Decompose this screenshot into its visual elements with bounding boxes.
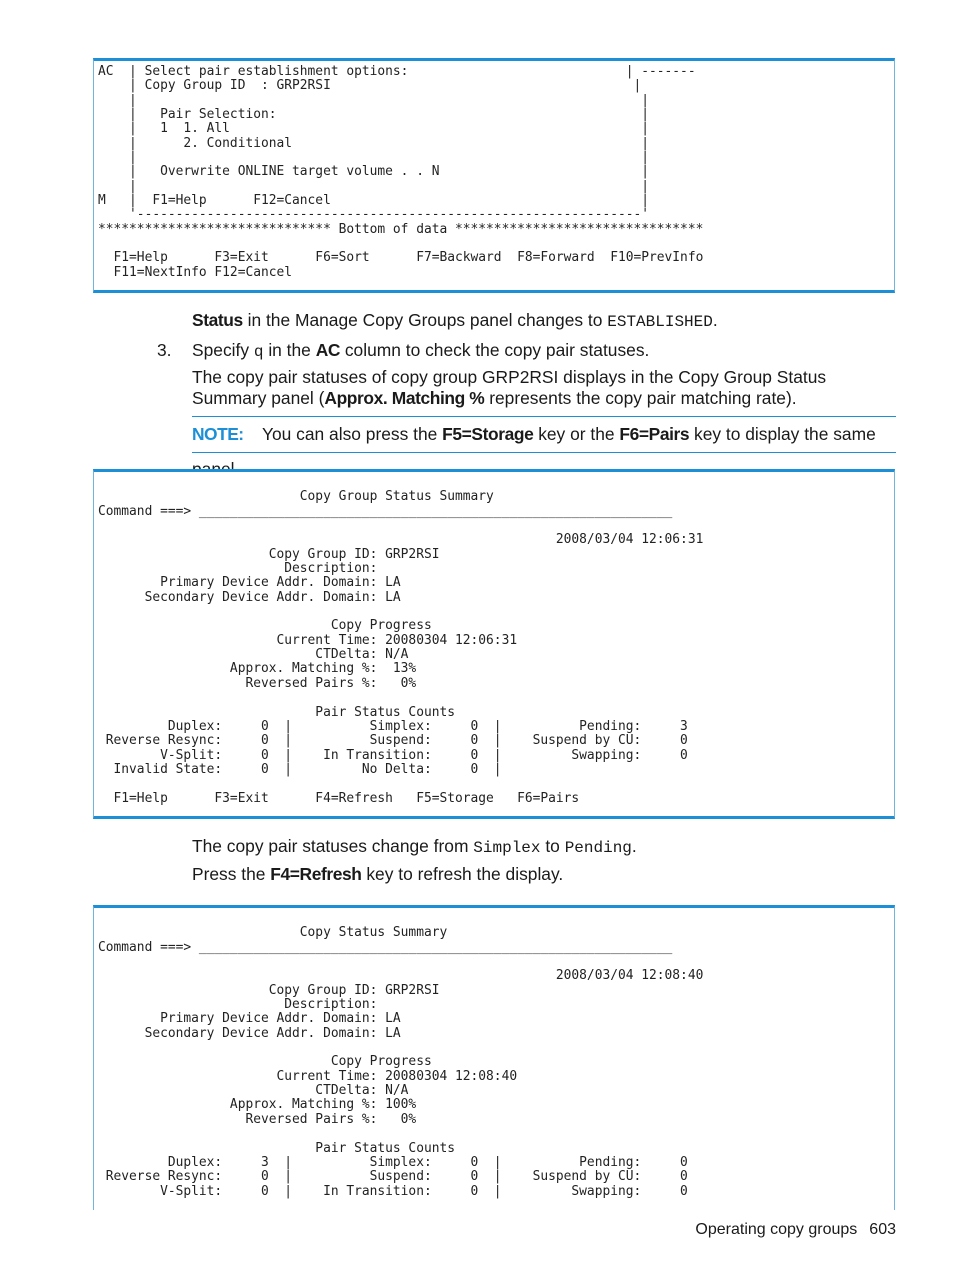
status-end: . — [712, 310, 718, 330]
status-change-paragraph — [192, 836, 902, 859]
step-number: 3. — [157, 340, 172, 360]
f5-storage-term: F5=Storage — [442, 424, 534, 444]
description-end: represents the copy pair matching rate). — [484, 388, 797, 408]
note-mid: key or the — [533, 424, 620, 444]
terminal-screen-text: Copy Status Summary Command ===> _____________________________________________________________ 2008/03/04 12:08:40 Copy Group ID: GRP2RSI Description: Primary Device Addr. Domain: LA Secondary Device Addr. Domain: LA Copy Progress Current Time: 20080304 12:08:40 CTDelta: N/A Approx. Matching %: 100% Reversed Pairs %: 0% Pair Status Counts Duplex: 3 | Simplex: 0 | Pending: 0 Reverse Resync: 0 | Suspend: 0 | Suspend by CU: 0 V-Split: 0 | In Transition: 0 | Swapping: 0 — [98, 925, 704, 1199]
terminal-screen-text: AC | Select pair establishment options: | ------- | Copy Group ID : GRP2RSI | | | | Pair Selection: | | 1 1. All | | 2. Conditional | | | | Overwrite ONLINE target volume . . N | | | M | F1=Help F12=Cancel | '-----------------------------------------------------------------' ****************************** Bottom of data ******************************** F1=Help F3=Exit F6=Sort F7=Backward F8=Forward F10=PrevInfo F11=NextInfo F12=Cancel — [98, 64, 704, 280]
terminal-panel-copy-group-status — [93, 469, 895, 819]
simplex-code: Simplex — [473, 839, 541, 857]
f4-refresh-term: F4=Refresh — [270, 864, 362, 884]
note-label: NOTE: — [192, 424, 244, 444]
refresh-paragraph — [192, 864, 902, 885]
q-code: q — [253, 343, 264, 361]
status-text: in the Manage Copy Groups panel changes to — [242, 310, 608, 330]
pending-code: Pending — [564, 839, 632, 857]
note-pre: You can also press the — [262, 424, 443, 444]
status-paragraph — [192, 310, 902, 333]
description-pre: The copy pair statuses of copy group GRP2RSI displays in the Copy Group Status Summary panel ( — [192, 367, 827, 408]
footer-section: Operating copy groups — [695, 1221, 858, 1238]
status-term: Status — [192, 310, 243, 330]
step-text-end: column to check the copy pair statuses. — [340, 340, 650, 360]
note-box — [192, 416, 896, 453]
page-number: 603 — [869, 1221, 896, 1238]
step-text-pre: Specify — [192, 340, 254, 360]
established-code: ESTABLISHED — [607, 313, 713, 331]
note-end: key to display the same — [694, 424, 876, 444]
step-3-text — [192, 340, 902, 363]
page-footer — [695, 1221, 896, 1239]
terminal-screen-text: Copy Group Status Summary Command ===> _____________________________________________________________ 2008/03/04 12:06:31 Copy Group ID: GRP2RSI Description: Primary Device Addr. Domain: LA Secondary Device Addr. Domain: LA Copy Progress Current Time: 20080304 12:06:31 CTDelta: N/A Approx. Matching %: 13% Reversed Pairs %: 0% Pair Status Counts Duplex: 0 | Simplex: 0 | Pending: 3 Reverse Resync: 0 | Suspend: 0 | Suspend by CU: 0 V-Split: 0 | In Transition: 0 | Swapping: 0 Invalid State: 0 | No Delta: 0 | F1=Help F3=Exit F4=Refresh F5=Storage F6=Pairs — [98, 489, 704, 806]
terminal-panel-pair-establishment — [93, 58, 895, 293]
change-mid: to — [540, 836, 565, 856]
refresh-pre: Press the — [192, 864, 271, 884]
ac-term: AC — [315, 340, 341, 360]
f6-pairs-term: F6=Pairs — [619, 424, 690, 444]
step-text-mid: in the — [263, 340, 316, 360]
refresh-end: key to refresh the display. — [361, 864, 564, 884]
description-paragraph — [192, 367, 902, 409]
terminal-panel-copy-status — [93, 905, 895, 1210]
change-end: . — [631, 836, 637, 856]
change-pre: The copy pair statuses change from — [192, 836, 474, 856]
approx-matching-term: Approx. Matching % — [324, 388, 485, 408]
